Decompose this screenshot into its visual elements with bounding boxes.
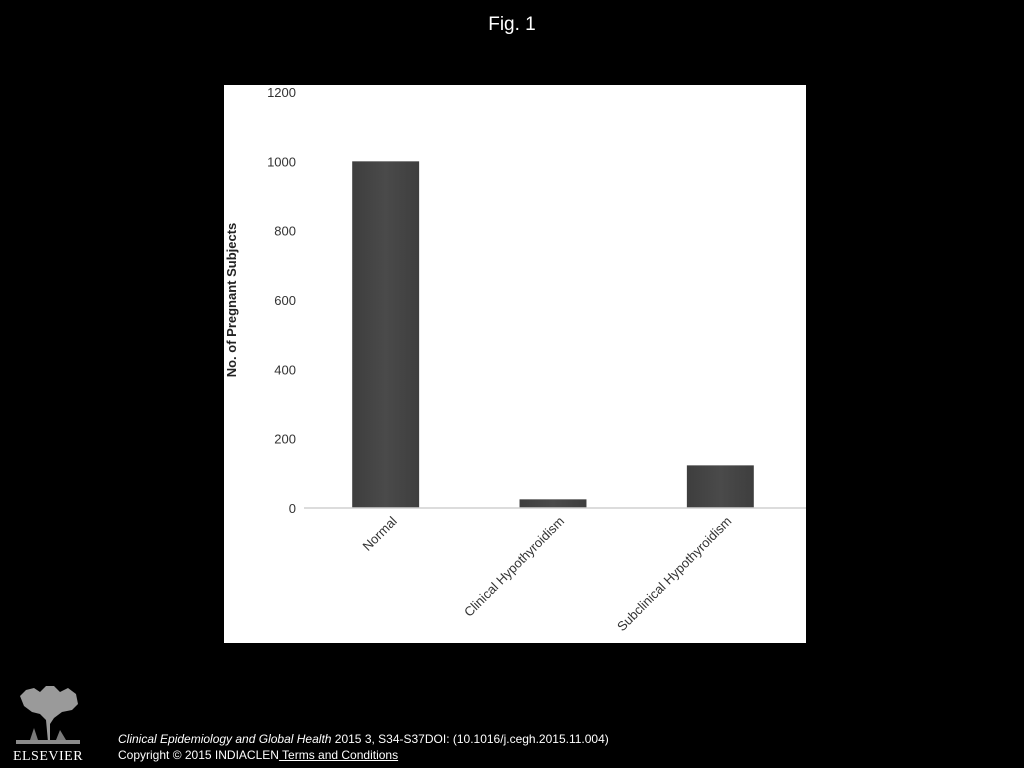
chart-panel bbox=[224, 85, 806, 643]
bar-clinical-hypothyroidism bbox=[520, 499, 587, 508]
bars bbox=[352, 161, 754, 508]
slide-title: Fig. 1 bbox=[488, 14, 536, 35]
journal-name: Clinical Epidemiology and Global Health bbox=[118, 732, 332, 746]
y-tick-label: 1000 bbox=[267, 154, 296, 170]
logo-text: ELSEVIER bbox=[12, 749, 84, 764]
y-tick-label: 600 bbox=[274, 293, 296, 308]
elsevier-tree-icon bbox=[12, 682, 84, 746]
x-axis-category-labels bbox=[360, 513, 735, 634]
y-axis-title: No. of Pregnant Subjects bbox=[224, 222, 239, 378]
citation-line bbox=[118, 731, 609, 747]
citation-details: 2015 3, S34-S37DOI: (10.1016/j.cegh.2015.11.004) bbox=[331, 732, 609, 746]
x-category-label: Clinical Hypothyroidism bbox=[460, 513, 568, 620]
bar-chart bbox=[224, 85, 806, 643]
y-tick-label: 800 bbox=[274, 223, 296, 239]
terms-and-conditions-link[interactable]: Terms and Conditions bbox=[278, 748, 399, 762]
copyright-line bbox=[118, 747, 609, 763]
bar-normal bbox=[352, 161, 419, 508]
x-category-label: Normal bbox=[359, 513, 400, 554]
elsevier-logo bbox=[10, 680, 86, 764]
y-axis-ticks bbox=[267, 85, 296, 516]
x-category-label: Subclinical Hypothyroidism bbox=[614, 513, 735, 634]
y-tick-label: 1200 bbox=[267, 85, 296, 100]
y-tick-label: 0 bbox=[288, 501, 296, 516]
copyright-text: Copyright © 2015 INDIACLEN bbox=[118, 748, 279, 762]
y-tick-label: 400 bbox=[274, 362, 296, 378]
y-tick-label: 200 bbox=[274, 431, 296, 447]
citation-footer bbox=[118, 731, 609, 763]
bar-subclinical-hypothyroidism bbox=[687, 465, 754, 508]
